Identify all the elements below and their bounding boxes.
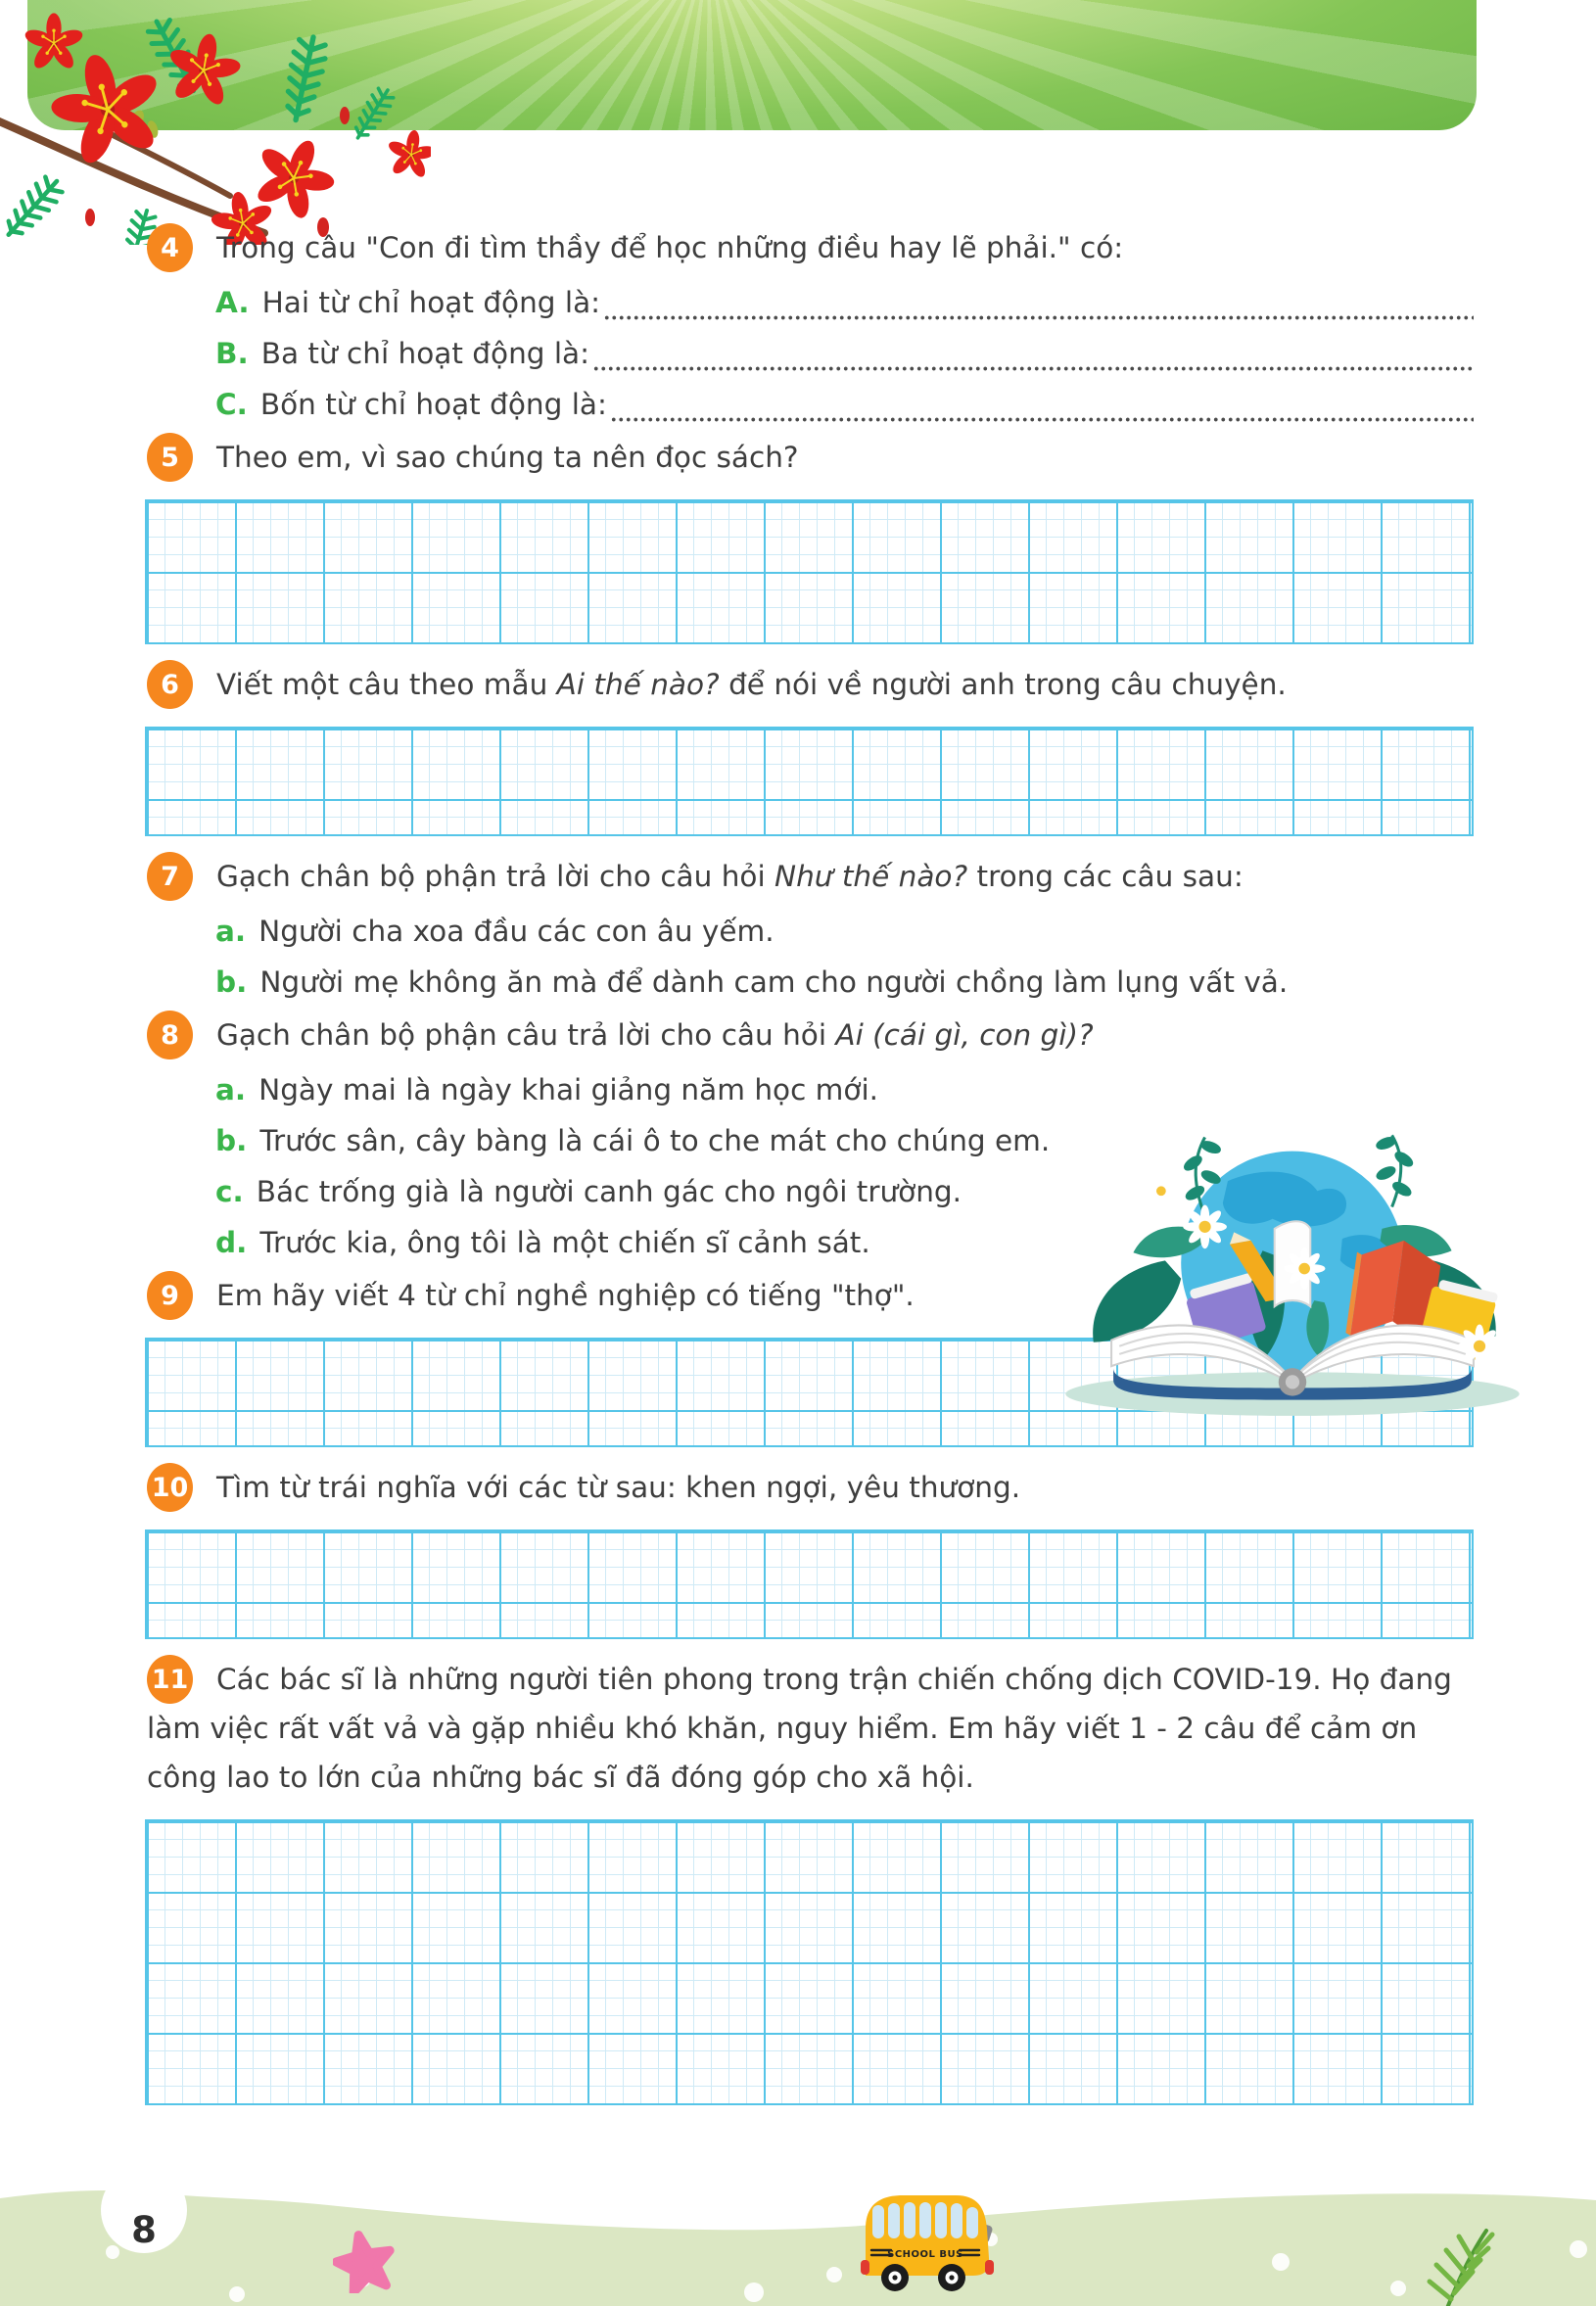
exercise-row: [147, 852, 1474, 901]
exercise-text: [147, 1655, 1474, 1802]
exercise-row: [147, 1655, 1474, 1802]
exercise-number-badge: 4: [147, 223, 193, 272]
flamboyant-flowers-decoration: [0, 0, 431, 245]
text-segment: Ngày mai là ngày khai giảng năm học mới.: [258, 1073, 879, 1106]
text-segment: Gạch chân bộ phận câu trả lời cho câu hỏi: [216, 1018, 836, 1052]
exercise-item: [147, 660, 1474, 836]
bus-label: SCHOOL BUS: [887, 2249, 963, 2260]
text-segment: Hai từ chỉ hoạt động là:: [261, 286, 601, 319]
exercise-text: [147, 1463, 1474, 1512]
exercise-row: [147, 1463, 1474, 1512]
text-segment: Như thế nào?: [775, 860, 968, 893]
exercise-row: [147, 223, 1474, 272]
sub-item-text: [258, 1069, 878, 1110]
exercise-item: [147, 433, 1474, 644]
exercise-number-badge: 8: [147, 1011, 193, 1059]
sub-item-text: [258, 911, 775, 952]
dotted-answer-line[interactable]: [592, 339, 1474, 374]
sub-item-text: [257, 1171, 962, 1212]
sub-item-letter: B.: [215, 337, 249, 370]
exercise-number-badge: 7: [147, 852, 193, 901]
text-segment: Các bác sĩ là những người tiên phong trong trận chiến chống dịch COVID-19. Họ đang làm việc rất vất vả và gặp nhiều khó khăn, nguy hiểm. Em hãy viết 1 - 2 câu để cảm ơn công lao to lớn của những bác sĩ đã đóng góp cho xã hội.: [147, 1663, 1452, 1794]
exercise-number-badge: 5: [147, 433, 193, 482]
handwriting-grid[interactable]: [145, 1529, 1474, 1639]
text-segment: Người mẹ không ăn mà để dành cam cho người chồng làm lụng vất vả.: [259, 965, 1289, 999]
text-segment: Viết một câu theo mẫu: [216, 668, 557, 701]
sub-item-letter: a.: [215, 915, 247, 948]
text-segment: Ai thế nào?: [556, 668, 720, 701]
text-segment: Gạch chân bộ phận trả lời cho câu hỏi: [216, 860, 775, 893]
exercise-sub-item: [215, 911, 1474, 952]
sub-item-text: [259, 1222, 869, 1263]
sub-item-text: [259, 962, 1288, 1003]
sub-item-text: [259, 1120, 1050, 1161]
exercise-item: [147, 852, 1474, 1003]
exercise-number-badge: 6: [147, 660, 193, 709]
school-bus-icon: [858, 2186, 1007, 2295]
text-segment: Ai (cái gì, con gì)?: [835, 1018, 1094, 1052]
text-segment: Ba từ chỉ hoạt động là:: [260, 337, 590, 370]
text-segment: để nói về người anh trong câu chuyện.: [719, 668, 1287, 701]
handwriting-grid[interactable]: [145, 1819, 1474, 2105]
sub-item-text: [261, 333, 589, 374]
text-segment: trong các câu sau:: [967, 860, 1244, 893]
exercise-sub-item: [215, 962, 1474, 1003]
exercise-row: [147, 660, 1474, 709]
dotted-answer-line[interactable]: [610, 390, 1474, 425]
exercise-text: [147, 433, 1474, 482]
starfish-icon: [333, 2231, 396, 2293]
exercise-sub-item: [215, 1069, 1474, 1110]
exercise-text: [147, 223, 1474, 272]
exercise-text: [147, 660, 1474, 709]
text-segment: Theo em, vì sao chúng ta nên đọc sách?: [216, 441, 799, 474]
exercise-sub-item: [215, 282, 1474, 323]
dotted-answer-line[interactable]: [603, 288, 1474, 323]
exercise-number-badge: 10: [147, 1463, 193, 1512]
open-book-globe-illustration: [1053, 1111, 1532, 1420]
sub-item-text: [262, 282, 601, 323]
sub-item-letter: d.: [215, 1226, 248, 1259]
exercise-sub-item: [215, 384, 1474, 425]
text-segment: Bác trống già là người canh gác cho ngôi trường.: [256, 1175, 962, 1208]
exercise-sub-item: [215, 333, 1474, 374]
sub-item-letter: c.: [215, 1175, 244, 1208]
exercise-row: [147, 1011, 1474, 1059]
exercise-number-badge: 9: [147, 1271, 193, 1320]
text-segment: Người cha xoa đầu các con âu yếm.: [258, 915, 775, 948]
sub-item-letter: C.: [215, 388, 248, 421]
sub-item-letter: b.: [215, 1124, 248, 1157]
handwriting-grid[interactable]: [145, 499, 1474, 644]
palm-leaf-icon: [1422, 2221, 1516, 2306]
text-segment: Trong câu "Con đi tìm thầy để học những điều hay lẽ phải." có:: [216, 231, 1124, 264]
footer-hill: [0, 2130, 1596, 2306]
text-segment: Trước sân, cây bàng là cái ô to che mát cho chúng em.: [259, 1124, 1051, 1157]
exercise-item: [147, 223, 1474, 425]
exercise-row: [147, 433, 1474, 482]
handwriting-grid[interactable]: [145, 727, 1474, 836]
sub-item-text: [260, 384, 607, 425]
exercise-text: [147, 1011, 1474, 1059]
exercise-number-badge: 11: [147, 1655, 193, 1704]
text-segment: Tìm từ trái nghĩa với các từ sau: khen ngợi, yêu thương.: [216, 1471, 1021, 1504]
page-number: 8: [131, 2209, 157, 2251]
sub-item-letter: b.: [215, 965, 248, 999]
text-segment: Trước kia, ông tôi là một chiến sĩ cảnh sát.: [259, 1226, 870, 1259]
text-segment: Bốn từ chỉ hoạt động là:: [259, 388, 607, 421]
sub-item-letter: a.: [215, 1073, 247, 1106]
exercise-text: [147, 852, 1474, 901]
exercise-item: [147, 1655, 1474, 2105]
text-segment: Em hãy viết 4 từ chỉ nghề nghiệp có tiếng "thợ".: [216, 1279, 915, 1312]
exercise-item: [147, 1463, 1474, 1639]
sub-item-letter: A.: [215, 286, 250, 319]
